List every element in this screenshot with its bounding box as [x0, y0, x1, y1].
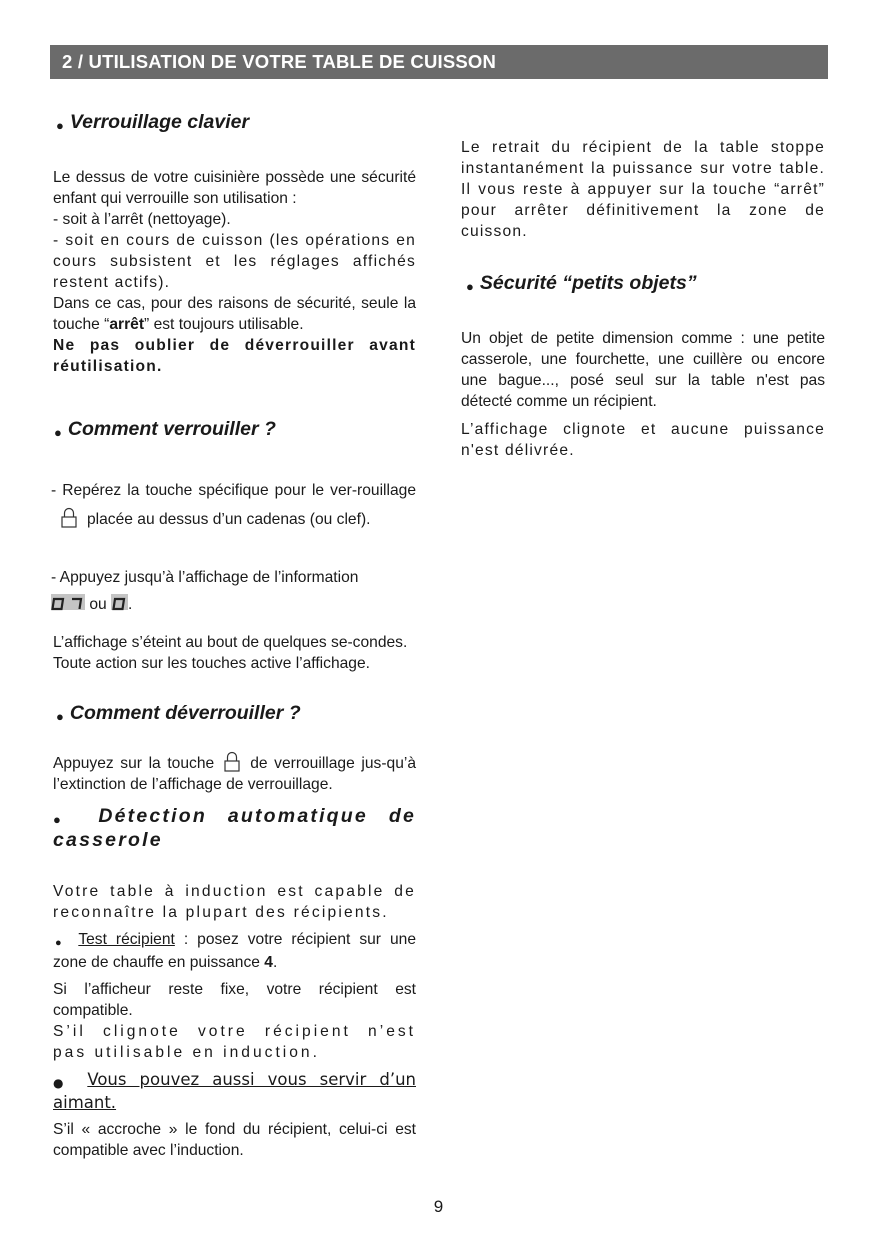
lock-steps — [51, 476, 416, 534]
padlock-icon — [61, 507, 77, 529]
magnet-note: S’il « accroche » le fond du récipient, celui-ci est compatible avec l’induction. — [53, 1121, 416, 1159]
lock-case-cooking: - soit en cours de cuisson (les opérations en cours subsistent et les réglages affichés restent actifs). — [53, 232, 416, 291]
display-off-note: L’affichage s’éteint au bout de quelques se-condes. — [53, 634, 408, 651]
display-fixed-note: Si l’afficheur reste fixe, votre récipient est compatible. — [53, 981, 416, 1019]
test-container-note: ● Test récipient : posez votre récipient sur une zone de chauffe en puissance 4. — [53, 931, 416, 971]
section-header: 2 / UTILISATION DE VOTRE TABLE DE CUISSON — [50, 45, 828, 79]
padlock-icon — [224, 751, 240, 773]
removal-note-block — [461, 137, 825, 242]
bullet-icon: ● — [53, 812, 77, 827]
small-objects-block — [461, 328, 825, 461]
small-objects-note: Un objet de petite dimension comme : une petite casserole, une fourchette, une cuillère ou encore une bague..., posé seul sur la table n'est pas détecté comme un récipient. — [461, 330, 825, 410]
bullet-icon: ● — [56, 709, 64, 724]
lock-display-codes: ou . — [51, 591, 416, 618]
magnet-tip: ● Vous pouvez aussi vous servir d’un aimant. — [53, 1070, 416, 1112]
lock-step-2-block — [51, 564, 416, 618]
lock-warning: Ne pas oublier de déverrouiller avant réutilisation. — [53, 337, 416, 375]
lock-description — [53, 167, 416, 377]
page-number: 9 — [433, 1197, 444, 1216]
bullet-icon: ● — [55, 937, 67, 949]
bullet-icon: ● — [54, 425, 62, 440]
unlock-instructions — [53, 751, 416, 795]
heading-comment-deverrouiller: ● Comment déverrouiller ? — [56, 702, 301, 724]
display-blink-note: S’il clignote votre récipient n’est pas utilisable en induction. — [53, 1023, 416, 1061]
display-action-note: Toute action sur les touches active l’affichage. — [53, 655, 370, 672]
heading-comment-verrouiller: ● Comment verrouiller ? — [54, 418, 276, 440]
lock-step-2: - Appuyez jusqu’à l’affichage de l’information — [51, 569, 359, 586]
lock-display-code-short-icon — [111, 594, 128, 610]
lock-case-off: - soit à l’arrêt (nettoyage). — [53, 211, 231, 228]
small-objects-blink-note: L’affichage clignote et aucune puissance n'est délivrée. — [461, 421, 825, 459]
lock-step-1: - Repérez la touche spécifique pour le ver-rouillageplacée au dessus d’un cadenas (ou clef). — [51, 482, 416, 528]
removal-note: Le retrait du récipient de la table stoppe instantanément la puissance sur votre table. Il vous reste à appuyer sur la touche “arrêt” pour arrêter définitivement la zone de cuisson. — [461, 139, 825, 240]
detection-description — [53, 881, 416, 1161]
detection-intro: Votre table à induction est capable de reconnaître la plupart des récipients. — [53, 883, 416, 921]
lock-display-info — [53, 632, 416, 674]
heading-securite-petits-objets: ● Sécurité “petits objets” — [466, 272, 697, 294]
bullet-icon: ● — [53, 1076, 72, 1090]
lock-display-code-icon — [51, 594, 85, 610]
lock-safety-note: Dans ce cas, pour des raisons de sécurité, seule la touche “arrêt” est toujours utilisable. — [53, 295, 416, 333]
heading-detection-casserole: ● Détection automatique de casserole — [53, 805, 416, 851]
unlock-text: Appuyez sur la touche de verrouillage jus-qu’à l’extinction de l’affichage de verrouillage. — [53, 751, 416, 795]
lock-intro: Le dessus de votre cuisinière possède une sécurité enfant qui verrouille son utilisation : — [53, 169, 416, 207]
heading-verrouillage-clavier: ● Verrouillage clavier — [56, 111, 250, 133]
bullet-icon: ● — [466, 279, 474, 294]
bullet-icon: ● — [56, 118, 64, 133]
